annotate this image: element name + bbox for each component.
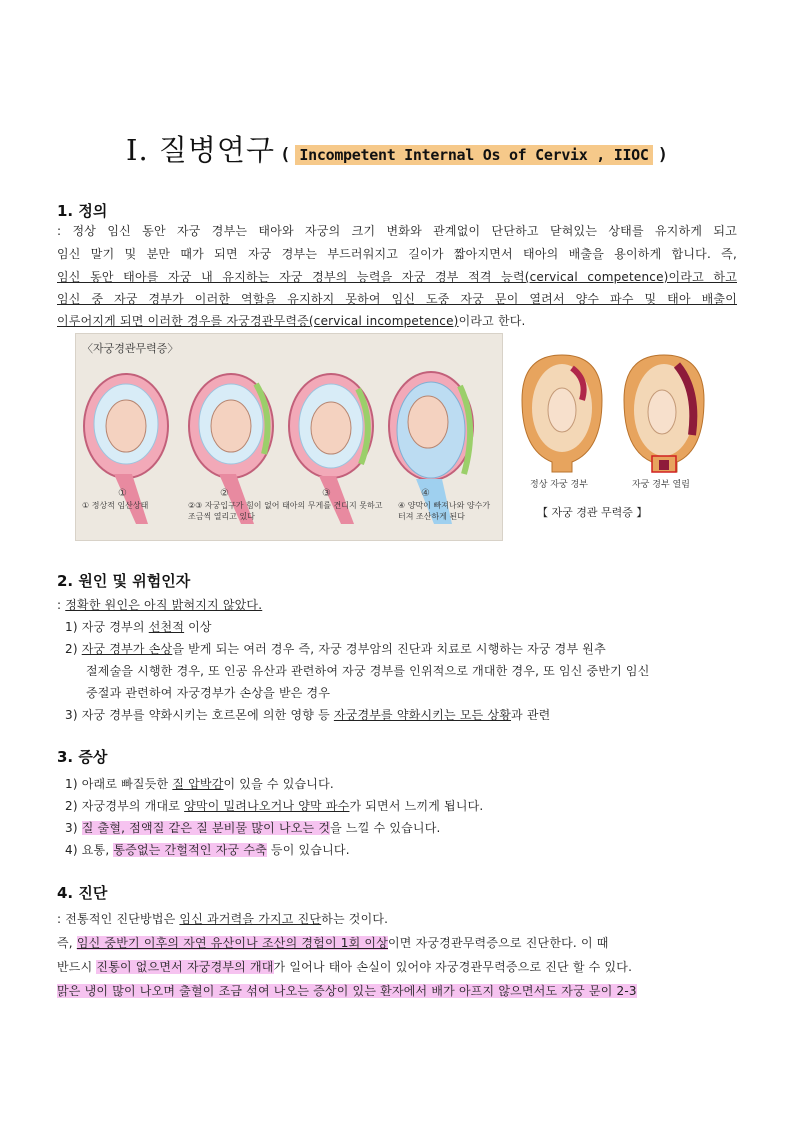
text: 을 받게 되는 여러 경우 즉, 자궁 경부암의 진단과 치료로 시행하는 자궁 경부 원추: [172, 642, 606, 656]
text: 가 되면서 느끼게 됩니다.: [349, 799, 484, 813]
causes-intro-text: 정확한 원인은 아직 밝혀지지 않았다.: [65, 598, 263, 612]
cause-item-2: [65, 640, 606, 657]
label-open-cervix: 자궁 경부 열림: [632, 480, 690, 490]
definition-line: : 정상 임신 동안 자궁 경부는 태아와 자궁의 크기 변화와 관계없이 단단하고 닫혀있는 상태를 유지하게 되고: [57, 224, 737, 238]
stage-label-1: ① 정상적 임산상태: [82, 501, 149, 510]
underlined-text: 선천적: [148, 620, 185, 634]
underlined-text: 양막이 밀려나오거나 양막 파수: [184, 799, 350, 813]
figure-caption: 〈자궁경관무력증〉: [82, 342, 179, 355]
highlighted-text: 질 출혈, 점액질 같은 질 분비물 많이 나오는 것: [81, 821, 331, 835]
page-title: [0, 128, 794, 169]
definition-line: 임신 말기 및 분만 때가 되면 자궁 경부는 부드러워지고 길이가 짧아지면서 태아의 배출을 용이하게 합니다. 즉,: [57, 247, 737, 261]
text: 1) 자궁 경부의: [65, 620, 149, 634]
causes-intro: [57, 596, 262, 613]
label-normal-cervix: 정상 자궁 경부: [530, 480, 588, 490]
underlined-text: 자궁경부를 약화시키는 모든 상황: [333, 708, 512, 722]
underlined-text: 질 압박감: [172, 777, 224, 791]
figure-cervix-comparison: [512, 350, 722, 530]
symptom-item-4: [65, 841, 350, 858]
open-cervix: [624, 355, 704, 472]
svg-text:②: ②: [220, 488, 229, 499]
cause-item-2-cont: 절제술을 시행한 경우, 또 인공 유산과 관련하여 자궁 경부를 인위적으로 개대한 경우, 또 임신 중반기 임신: [86, 664, 650, 678]
svg-text:④: ④: [421, 488, 430, 499]
normal-cervix: [522, 355, 602, 472]
text: 반드시: [57, 960, 97, 974]
text: 1) 아래로 빠질듯한: [65, 777, 173, 791]
diagnosis-line: [57, 982, 637, 999]
section-heading-definition: 1. 정의: [57, 202, 108, 220]
text: 4) 요통,: [65, 843, 114, 857]
diagnosis-intro: [57, 910, 388, 927]
highlighted-text: 임신 중반기 이후의 자연 유산이나 조산의 경험이 1회 이상: [76, 936, 388, 950]
text: 이상: [184, 620, 212, 634]
text: 2): [65, 642, 82, 656]
svg-text:③: ③: [322, 488, 331, 499]
definition-term: 이루어지게 되면 이러한 경우를 자궁경관무력증(cervical incompetence): [57, 314, 459, 328]
stage-label-4: ④ 양막이 빠져나와 양수가 터져 조산하게 된다: [398, 501, 491, 521]
text: 이면 자궁경관무력증으로 진단한다. 이 때: [388, 936, 609, 950]
highlighted-text: 맑은 냉이 많이 나오며 출혈이 조금 섞여 나오는 증상이 있는 환자에서: [57, 984, 432, 998]
text: 이 있을 수 있습니다.: [223, 777, 334, 791]
symptom-item-2: [65, 797, 483, 814]
definition-line: 임신 동안 태아를 자궁 내 유지하는 자궁 경부의 능력을 자궁 경부 적격 능력(cervical competence)이라고 하고: [57, 270, 737, 284]
title-close-paren: ): [657, 145, 668, 165]
svg-text:①: ①: [118, 488, 127, 499]
text: 하는 것이다.: [321, 912, 389, 926]
underlined-text: 자궁 경부가 손상: [81, 642, 173, 656]
text: 3) 자궁 경부를 약화시키는 호르몬에 의한 영향 등: [65, 708, 334, 722]
definition-line: 임신 중 자궁 경부가 이러한 역할을 유지하지 못하여 임신 도중 자궁 문이 열려서 양수 파수 및 태아 배출이: [57, 292, 737, 306]
text: 3): [65, 821, 82, 835]
symptom-item-1: [65, 775, 334, 792]
cause-item-1: [65, 618, 212, 635]
highlighted-text: 배가 아프지 않으면서도 자궁 문이 2-3: [431, 984, 637, 998]
diagnosis-line: [57, 958, 632, 975]
causes-intro-prefix: :: [57, 598, 66, 612]
definition-end: 이라고 한다.: [458, 314, 526, 328]
text: 등이 있습니다.: [266, 843, 350, 857]
section-heading-diagnosis: 4. 진단: [57, 884, 108, 902]
highlighted-text: 통증없는 간헐적인 자궁 수축: [113, 843, 267, 857]
section-heading-causes: 2. 원인 및 위험인자: [57, 572, 191, 590]
diagnosis-line: [57, 934, 609, 951]
title-main: Ⅰ. 질병연구: [126, 133, 275, 167]
text: 가 일어나 태아 손실이 있어야 자궁경관무력증으로 진단 할 수 있다.: [273, 960, 633, 974]
figure2-caption: 【 자궁 경관 무력증 】: [537, 506, 648, 519]
text: : 전통적인 진단방법은: [57, 912, 180, 926]
underlined-text: 임신 과거력을 가지고 진단: [179, 912, 322, 926]
stage-label-2-3: ②③ 자궁입구가 힘이 없어 태아의 무게를 견디지 못하고 조금씩 열리고 있다: [188, 501, 383, 521]
section-heading-symptoms: 3. 증상: [57, 748, 108, 766]
text: 2) 자궁경부의 개대로: [65, 799, 185, 813]
figure-cervical-incompetence-stages: [75, 333, 503, 541]
definition-line: [57, 312, 526, 329]
title-open-paren: (: [280, 145, 291, 165]
text: 즉,: [57, 936, 77, 950]
title-english: Incompetent Internal Os of Cervix , IIOC: [295, 145, 652, 165]
symptom-item-3: [65, 819, 441, 836]
text: 과 관련: [511, 708, 551, 722]
highlighted-text: 진통이 없으면서 자궁경부의 개대: [96, 960, 274, 974]
cause-item-3: [65, 706, 550, 723]
cause-item-2-cont: 중절과 관련하여 자궁경부가 손상을 받은 경우: [86, 686, 331, 700]
text: 을 느낄 수 있습니다.: [330, 821, 441, 835]
